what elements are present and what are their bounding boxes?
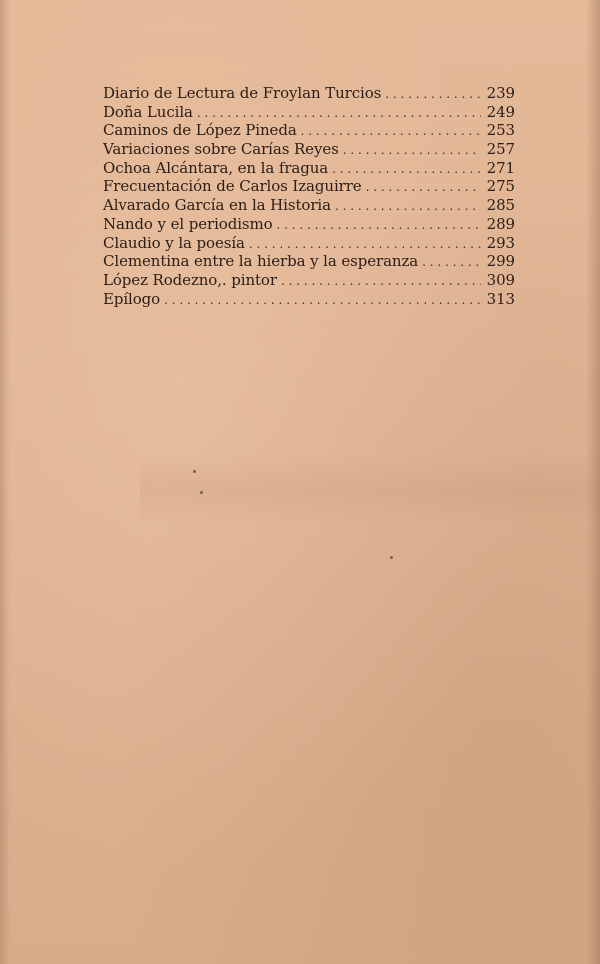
dot-leader bbox=[381, 85, 481, 104]
toc-entry bbox=[100, 271, 515, 290]
toc-entry-page: 257 bbox=[486, 140, 515, 159]
paper-speck bbox=[193, 470, 196, 473]
dot-leader bbox=[362, 178, 481, 197]
paper-stain bbox=[140, 455, 600, 525]
toc-entry-page: 253 bbox=[486, 121, 515, 140]
toc-entry-page: 249 bbox=[486, 102, 515, 121]
toc-entry-title: Ochoa Alcántara, en la fragua bbox=[103, 158, 329, 177]
toc-entry-title: Variaciones sobre Carías Reyes bbox=[103, 140, 339, 159]
toc-entry-page: 239 bbox=[486, 84, 515, 102]
toc-entry-title: Diario de Lectura de Froylan Turcios bbox=[103, 84, 382, 102]
dot-leader bbox=[245, 235, 481, 254]
toc-entry-page: 299 bbox=[486, 252, 515, 271]
toc-entry-page: 275 bbox=[486, 177, 515, 196]
toc-entry-title: Doña Lucila bbox=[103, 102, 193, 121]
toc-entry bbox=[100, 252, 515, 271]
dot-leader bbox=[277, 272, 481, 291]
toc-entry bbox=[100, 215, 515, 234]
dot-leader bbox=[297, 122, 481, 141]
page-left-shadow bbox=[0, 0, 10, 964]
toc-entry bbox=[100, 196, 515, 215]
table-of-contents bbox=[100, 84, 515, 308]
toc-entry bbox=[100, 290, 515, 309]
dot-leader bbox=[193, 104, 481, 123]
toc-entry bbox=[100, 177, 515, 196]
toc-entry bbox=[100, 121, 515, 140]
toc-entry bbox=[100, 159, 515, 178]
paper-speck bbox=[390, 556, 393, 559]
toc-entry-page: 309 bbox=[486, 270, 515, 289]
toc-entry-page: 313 bbox=[486, 289, 515, 308]
toc-entry bbox=[100, 84, 515, 103]
toc-entry-title: Alvarado García en la Historia bbox=[103, 196, 331, 215]
toc-entry-title: Claudio y la poesía bbox=[103, 233, 245, 252]
toc-entry-title: Nando y el periodismo bbox=[103, 214, 273, 233]
toc-entry bbox=[100, 234, 515, 253]
toc-entry-title: Clementina entre la hierba y la esperanza bbox=[103, 252, 419, 271]
toc-entry-page: 293 bbox=[486, 233, 515, 252]
dot-leader bbox=[273, 216, 481, 235]
paper-speck bbox=[200, 491, 203, 494]
toc-entry-page: 285 bbox=[486, 196, 515, 215]
toc-entry-title: Caminos de López Pineda bbox=[103, 121, 297, 140]
dot-leader bbox=[339, 141, 481, 160]
toc-entry-title: Frecuentación de Carlos Izaguirre bbox=[103, 177, 362, 196]
dot-leader bbox=[160, 291, 481, 310]
dot-leader bbox=[328, 160, 481, 179]
toc-entry-page: 289 bbox=[486, 214, 515, 233]
toc-entry bbox=[100, 140, 515, 159]
toc-entry-title: López Rodezno,. pintor bbox=[103, 270, 277, 289]
toc-entry-page: 271 bbox=[486, 158, 515, 177]
dot-leader bbox=[331, 197, 481, 216]
toc-entry bbox=[100, 103, 515, 122]
dot-leader bbox=[418, 253, 481, 272]
toc-entry-title: Epílogo bbox=[103, 289, 161, 308]
